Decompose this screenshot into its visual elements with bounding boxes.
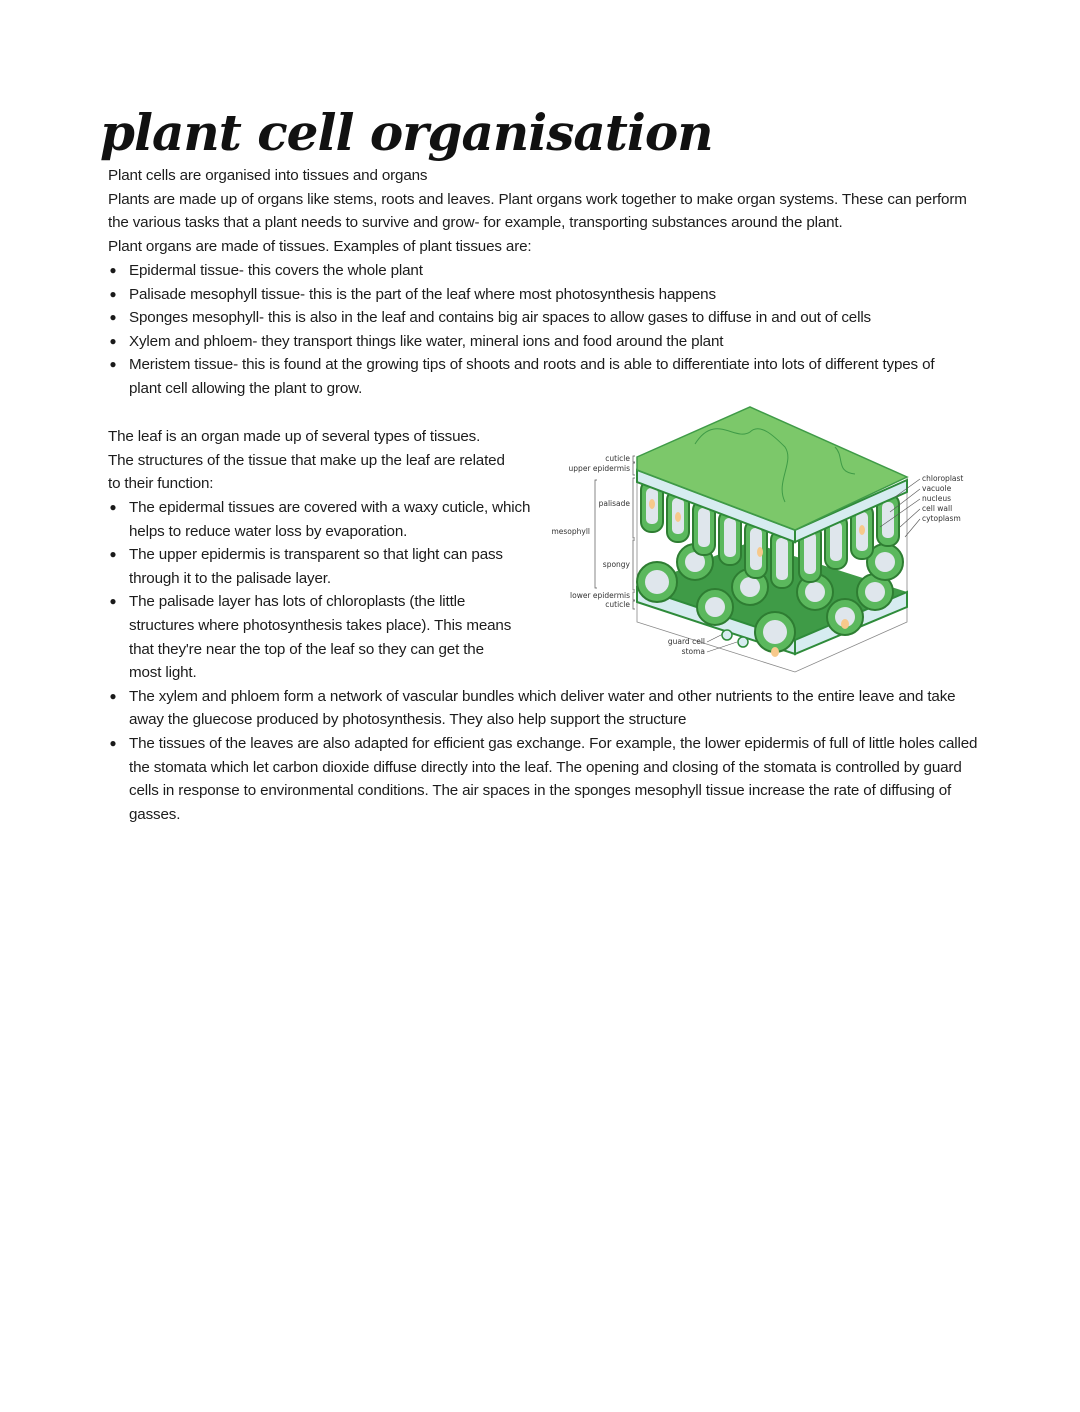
tissue-item-meristem: [108, 353, 934, 400]
list-item-text: Meristem tissue- this is found at the growing tips of shoots and roots and is able to differentiate into lots of different types of: [129, 356, 935, 374]
label-lower-epidermis: lower epidermis: [570, 591, 630, 600]
label-stoma: stoma: [681, 647, 705, 656]
list-item-text: gasses.: [129, 805, 181, 823]
bullet-icon: ●: [109, 263, 117, 277]
list-item-text: that they're near the top of the leaf so they can get the: [129, 640, 484, 658]
tissue-item-epidermal: [108, 259, 934, 283]
label-spongy: spongy: [602, 560, 630, 569]
bullet-icon: ●: [109, 688, 117, 703]
list-item-text: The upper epidermis is transparent so that light can pass: [129, 546, 503, 564]
label-cuticle-bottom: cuticle: [605, 600, 630, 609]
label-chloroplast: chloroplast: [922, 474, 964, 483]
list-item-text: the stomata which let carbon dioxide diffuse directly into the leaf. The opening and closing of the stomata is controlled by guard: [129, 758, 962, 776]
leaf-intro-line-1: The leaf is an organ made up of several types of tissues.: [108, 428, 481, 445]
list-item-text: The palisade layer has lots of chloroplasts (the little: [129, 593, 466, 611]
tissue-item-palisade: [108, 283, 934, 307]
list-item-text: Xylem and phloem- they transport things like water, mineral ions and food around the plant: [129, 332, 724, 350]
leaf-intro-line-3: to their function:: [108, 475, 214, 492]
tissue-list: [108, 259, 934, 401]
label-cell-wall: cell wall: [922, 504, 953, 513]
list-item-text: most light.: [129, 664, 197, 682]
bullet-icon: ●: [109, 357, 117, 372]
intro-line-4: Plant organs are made of tissues. Examples of plant tissues are:: [108, 238, 532, 255]
intro-line-3: the various tasks that a plant needs to survive and grow- for example, transporting substances around the plant.: [108, 214, 843, 231]
leaf-item-xylem-phloem: [108, 685, 977, 732]
bullet-icon: ●: [109, 500, 117, 514]
tissue-item-spongy: [108, 306, 934, 330]
list-item-text: The xylem and phloem form a network of vascular bundles which deliver water and other nutrients to the entire leave and take: [129, 687, 956, 705]
bullet-icon: ●: [109, 735, 117, 750]
bullet-icon: ●: [109, 594, 117, 609]
list-item-text: The epidermal tissues are covered with a waxy cuticle, which: [129, 499, 531, 516]
list-item-text: Palisade mesophyll tissue- this is the part of the leaf where most photosynthesis happens: [129, 285, 716, 303]
bullet-icon: ●: [109, 286, 117, 301]
list-item-text: plant cell allowing the plant to grow.: [129, 379, 363, 397]
intro-line-2: Plants are made up of organs like stems, roots and leaves. Plant organs work together to make organ systems. These can perform: [108, 191, 967, 208]
list-item-text: helps to reduce water loss by evaporation.: [129, 522, 408, 540]
bullet-icon: ●: [109, 547, 117, 562]
intro-line-1: Plant cells are organised into tissues and organs: [108, 167, 428, 184]
label-nucleus: nucleus: [922, 494, 951, 503]
list-item-text: The tissues of the leaves are also adapted for efficient gas exchange. For example, the lower epidermis of full of little holes called: [129, 734, 978, 752]
label-guard-cell: guard cell: [667, 637, 705, 646]
label-mesophyll: mesophyll: [551, 527, 590, 536]
list-item-text: cells in response to environmental conditions. The air spaces in the sponges mesophyll tissue increase the rate of diffusing of: [129, 782, 952, 800]
list-item-text: Epidermal tissue- this covers the whole plant: [129, 262, 423, 279]
page-title: plant cell organisation: [100, 103, 713, 162]
list-item-text: away the gluecose produced by photosynthesis. They also help support the structure: [129, 711, 687, 729]
label-upper-epidermis: upper epidermis: [568, 464, 630, 473]
label-vacuole: vacuole: [922, 484, 952, 493]
list-item-text: structures where photosynthesis takes place). This means: [129, 616, 512, 634]
list-item-text: through it to the palisade layer.: [129, 569, 331, 587]
tissue-item-xylem-phloem: [108, 330, 934, 354]
bullet-icon: ●: [109, 333, 117, 348]
list-item-text: Sponges mesophyll- this is also in the leaf and contains big air spaces to allow gases to diffuse in and out of cells: [129, 309, 871, 327]
leaf-item-gas-exchange: [108, 732, 977, 826]
leaf-cross-section-diagram: [545, 402, 970, 678]
label-palisade: palisade: [598, 499, 630, 508]
leaf-intro-line-2: The structures of the tissue that make up the leaf are related: [108, 452, 505, 469]
label-cytoplasm: cytoplasm: [922, 514, 961, 523]
label-cuticle-top: cuticle: [605, 454, 630, 463]
bullet-icon: ●: [109, 310, 117, 325]
